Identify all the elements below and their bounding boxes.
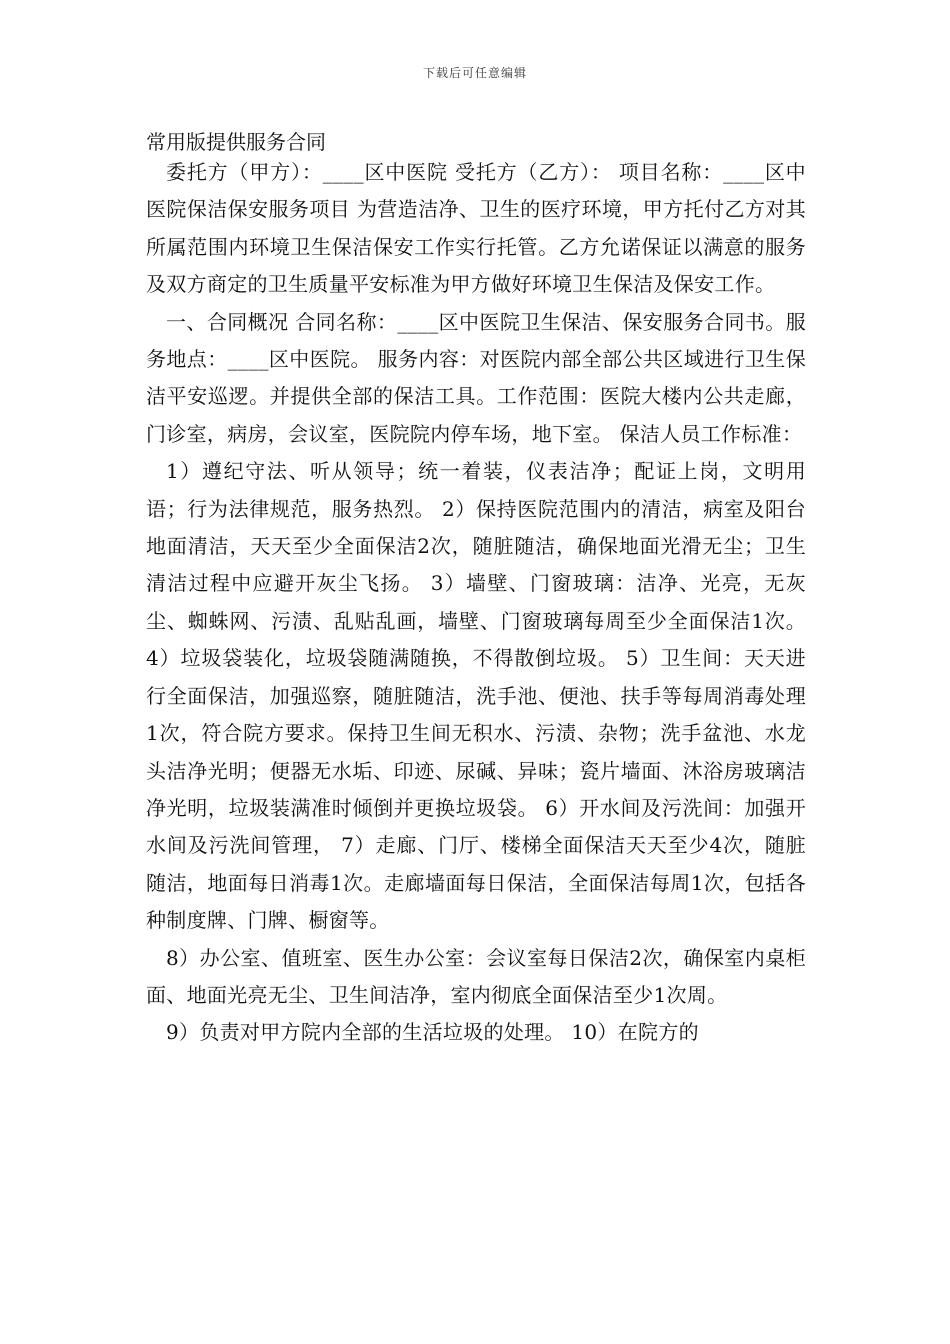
document-title: 常用版提供服务合同 [146, 130, 326, 154]
paragraph-intro: 委托方（甲方）：____区中医院 受托方（乙方）： 项目名称：____区中医院保洁保安服务项目 为营造洁净、卫生的医疗环境，甲方托付乙方对其所属范围内环境卫生保洁保安工作实行托管。乙方允诺保证以满意的服务及双方商定的卫生质量平安标准为甲方做好环境卫生保洁及保安工作。 [146, 160, 806, 297]
paragraph-contract-overview: 一、合同概况 合同名称：____区中医院卫生保洁、保安服务合同书。服务地点：____区中医院。 服务内容：对医院内部全部公共区域进行卫生保洁平安巡逻。并提供全部的保洁工具。工作范围：医院大楼内公共走廊，门诊室，病房，会议室，医院院内停车场，地下室。 保洁人员工作标准： [146, 309, 806, 446]
page-header-note: 下载后可任意编辑 [422, 66, 527, 80]
paragraph-standards-1-7: 1）遵纪守法、听从领导；统一着装，仪表洁净；配证上岗，文明用语；行为法律规范，服务热烈。 2）保持医院范围内的清洁，病室及阳台地面清洁，天天至少全面保洁2次，随脏随洁，确保地面光滑无尘；卫生清洁过程中应避开灰尘飞扬。 3）墙壁、门窗玻璃：洁净、光亮，无灰尘、蜘蛛网、污渍、乱贴乱画，墙壁、门窗玻璃每周至少全面保洁1次。 4）垃圾袋装化，垃圾袋随满随换，不得散倒垃圾。 5）卫生间：天天进行全面保洁，加强巡察，随脏随洁，洗手池、便池、扶手等每周消毒处理1次，符合院方要求。保持卫生间无积水、污渍、杂物；洗手盆池、水龙头洁净光明；便器无水垢、印迹、尿碱、异味；瓷片墙面、沐浴房玻璃洁净光明，垃圾装满准时倾倒并更换垃圾袋。 6）开水间及污洗间：加强开水间及污洗间管理， 7）走廊、门厅、楼梯全面保洁天天至少4次，随脏随洁，地面每日消毒1次。走廊墙面每日保洁，全面保洁每周1次，包括各种制度牌、门牌、橱窗等。 [146, 459, 806, 933]
paragraph-standard-8: 8）办公室、值班室、医生办公室：会议室每日保洁2次，确保室内桌柜面、地面光亮无尘、卫生间洁净，室内彻底全面保洁至少1次周。 [146, 945, 806, 1007]
document-body [146, 154, 806, 1052]
paragraph-standard-9-10: 9）负责对甲方院内全部的生活垃圾的处理。 10）在院方的 [166, 1020, 699, 1045]
